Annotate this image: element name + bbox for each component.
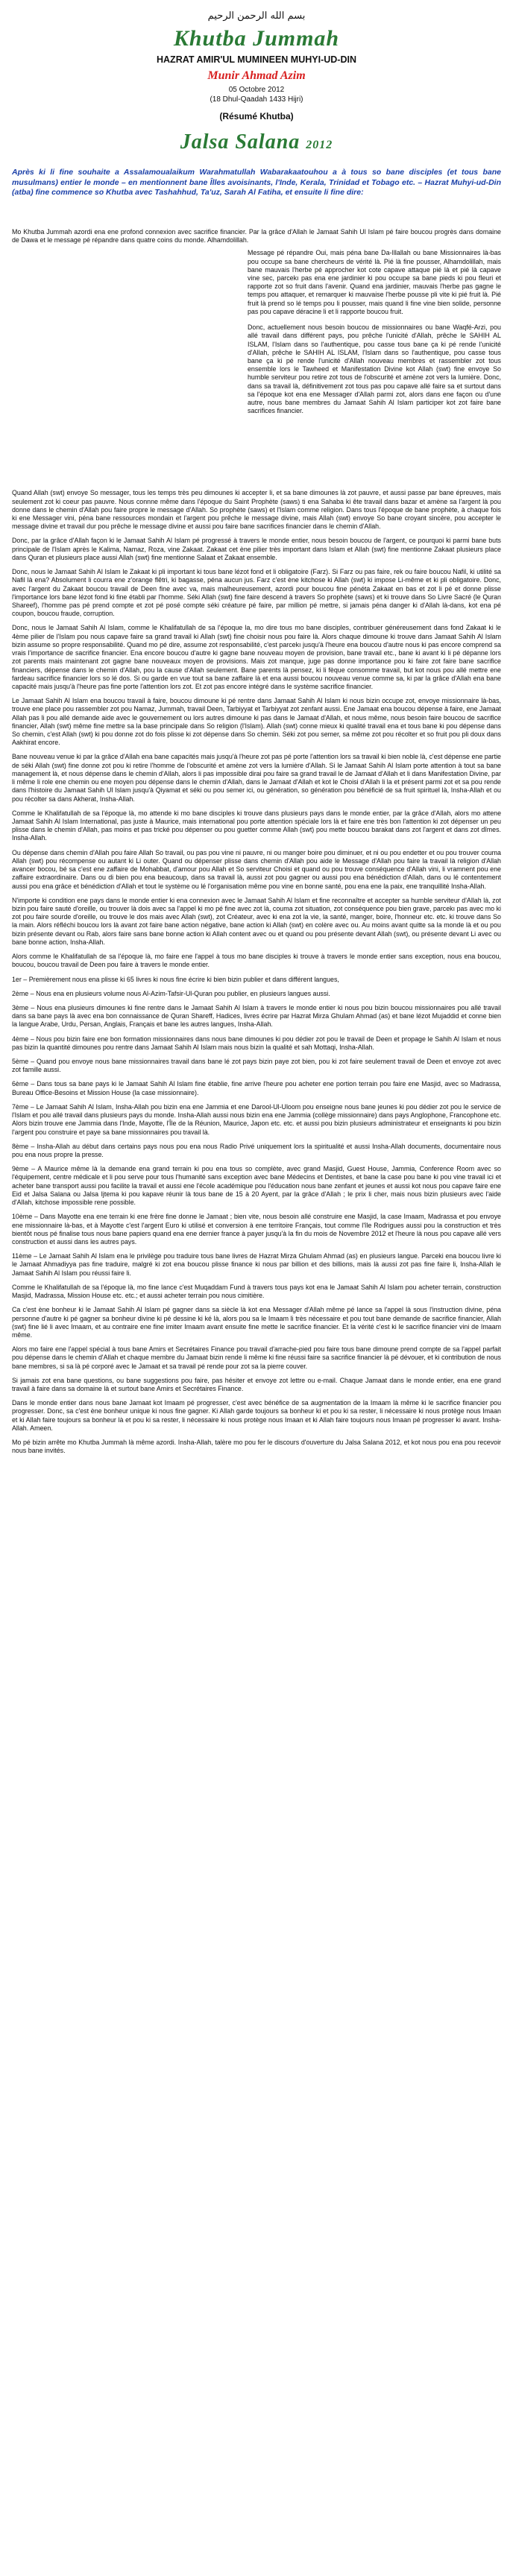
closing-paragraph-1: Comme le Khalifatullah de sa l'époque là, mo fine lance c'est Muqaddam Fund à travers tous pays kot ena le Jamaat Sahih Al Islam pou acheter terrain, construction Masjid, Madrassa, Mission House etc. etc.; et aussi acheter terrain pou nous cimitière.	[12, 1283, 501, 1300]
list-item: 8ème – Insha-Allah au début dans certains pays nous pou ena nous Radio Privé uniquement lors la spiritualité et aussi Insha-Allah documents, documentaire nous pou ena nous propre la presse.	[12, 1142, 501, 1159]
author-name: Munir Ahmad Azim	[207, 69, 306, 82]
list-item: 11ème – Le Jamaat Sahih Al Islam ena le privilège pou traduire tous bane livres de Hazrat Mirza Ghulam Ahmad (as) en plusieurs langue. Parceki ena boucou livre ki le Jamaat Ahmadiyya pas fine traduire, malgré ki zot ena boucou plisse finance ki nous par billion et des billions, mais là aussi zot pas fine faire li, Insha-Allah le Jamaat Sahih Al Islam pou réussi faire li.	[12, 1252, 501, 1277]
paragraph-5: Donc, nous le Jamaat Sahih Al Islam, comme le Khalifatullah de sa l'époque la, mo dire tous mo bane disciples, contribuer généreusement dans fond Zakaat ki le 4ème pilier de l'Islam pou nous capave faire sa grand travail ki Allah (swt) fine choisir nous pou faire là. Alors chaque dimoune ki trouve dans Jamaat Sahih Al Islam bizin assume so propre responsabilité. Quand mo pé dire, assume zot responsabilité, c'est parcekı jusqu'à l'heure ena boucou d'autre nous ki pas encore comprend sa vrais l'importance de sacrifice financier. Ena encore boucou d'autre ki gagne bane nouveau moyen de provision, bane travail etc., bane ki avant ki li pé dépanne lors zot parents mais maintenant zot gagne bane nouveaux moyen de provisions. Mais zot manque, juge pas donne importance pou ki faire zot faire bane sacrifice financiers, dépense dans le chemin d'Allah, pou la cause d'Allah seulement. Bane parents là pensez, ki li fèque consomme travail, but kot nous pou allé mettre ene fardeau sacrifice financier lors so lé dos. Si ou garde en vue tout sa bane zaffaire là et ena aussi boucou nouveau venue comme sa, ki par la grâce d'Allah ena bane capacité mais jusqu'à l'heure pas fine porte l'attention lors zot. Et zot pas encore intégré dans le système sacrifice financier.	[12, 624, 501, 690]
image-area	[12, 249, 237, 489]
date-hijri: (18 Dhul-Qaadah 1433 Hijri)	[210, 95, 303, 104]
list-item: 9ème – A Maurice même là la demande ena grand terrain ki pou ena tous so complète, avec grand Masjid, Guest House, Jammia, Conference Room avec so l'équipement, centre médicale et li pou serve pour tous l'humanité sans exception avec bane Médecins et Dentistes, et bane la case pou bane ki pou vine travail ici et acheter bane transport aussi pou facilite la travail et aussi ene l'école académique pou l'éducation nous bane zenfant et jeunes et aussi kot nous pou capave faire ene Eid et Jalsa Salana ou Jalsa Ijtema ki pou kapave réunir là tous bane de 15 à 20 Ayent, par la grâce d'Allah ; le prix li cher, mais nous bizin plusieurs avec l'aide d'Allah, kitchose impossible rene possible.	[12, 1165, 501, 1207]
closing-paragraph-5: Dans le monde entier dans nous bane Jamaat kot Imaam pé progresser, c'est avec bénéfice de sa augmentation de la Imaam là même ki le sacrifice financier pou progresser. Donc, sa c'est ène bonheur unique ki nous fine gagner. Ki Allah garde toujours sa bonheur ki et pou ki sa rester, li nécessaire ki nous protège nous Imaan et ki Allah faire toujours sa bonheur là et pou ki sa rester, li nécessaire ki nous protège nous Imaan et ki Allah faire toujours nous Imaan pé progresser ki avant. Insha-Allah. Ameen.	[12, 1399, 501, 1432]
bismillah-heading: بسم الله الرحمن الرحيم	[207, 10, 306, 22]
list-item: 7ème – Le Jamaat Sahih Al Islam, Insha-Allah pou bizin ena ene Jammia et ene Darool-Ul-Uloom pou enseigne nous bane jeunes ki pou dédier zot pou le service de l'Islam et pou allé travail dans plusieurs pays du monde. Insha-Allah aussi nous bizin ena ene Jammia (collège missionnaire) dans pays Anglophone, Francophone etc. Alors bizin trouve ene Jammia dans l'Inde, Mayotte, l'Île de la Réunion, Maurice, Japon etc. etc. et aussi pou bizin plusieurs administrateur et enseignants ki pou bizin l'argent pou construire et paye sa bane missionnaires pou travail là.	[12, 1102, 501, 1136]
list-item: 6ème – Dans tous sa bane pays ki le Jamaat Sahih Al Islam fine établie, fine arrive l'heure pou acheter ene portion terrain pou faire ene Masjid, avec so Madrassa, Bureau Office-Besoins et Mission House (la case missionnaire).	[12, 1080, 501, 1096]
paragraph-3: Donc, par la grâce d'Allah façon ki le Jamaat Sahih Al Islam pé progressé à travers le monde entier, nous besoin boucou de l'argent, ce pourquoi ki parmi bane buts principale de l'Islam après le Kalima, Namaz, Roza, vine Zakaat. Zakaat cet ène pilier très important dans Islam et Allah (swt) fine mentionne Zakaat plusieurs place dans Quran et plusieurs place aussi Allah (swt) fine mentionne Salaat et Zakaat ensemble.	[12, 537, 501, 561]
numbered-list	[12, 976, 501, 1278]
closing-paragraph-2: Ca c'est ène bonheur ki le Jamaat Sahih Al Islam pé gagner dans sa siècle là kot ena Messager d'Allah même pé lance sa l'appel là sous l'instruction divine, péna personne d'autre ki pé gagner sa bonheur divine ki pé dessine ki ké là, alors pou sa le Imaam li très nécessaire et pou tout bane demande de sacrifice financier, Allah (swt) fine lié li avec Imaam, et au contraire ene fine imiter Imaam avant ensuite fine mette le sacrifice financier. Et la vérité c'est ki le sacrifice financier vini de Imaam même.	[12, 1306, 501, 1339]
paragraph-9: Ou dépense dans chemin d'Allah pou faire Allah So travail, ou pas pou vine ni pauvre, ni ou manger boire pou diminuer, et ni ou pou endetter et ou pou trouver couma Allah (swt) pou récompense ou autant ki Li outer. Quand ou dépenser plisse dans chemin d'Allah pou aide le Message d'Allah pou faire la travail là religion d'Allah avancer bocou, bé sa c'est ene zaffaire de Mohabbat, d'amour pou Allah et So serviteur Choisi et quand ou pou trouve conséquence d'Allah vini, li vramnent pou ene zaffaire extraordinaire. Dans ou di bien pou ena beaucoup, dans sa travail là, aussi zot pou gagner ou aussi pou ena bénédiction d'Allah, dans ou lé contentement aussi pou ena grâce et bénédiction d'Allah et tout le système ou lé l'organisation même pou vine en bonne santé, pou ena ene la paix, ene tranquillité Insha-Allah.	[12, 848, 501, 890]
closing-paragraph-3: Alors mo faire ene l'appel spécial à tous bane Amirs et Secrétaires Finance pou travail d'arrache-pied pou faire tous bane dimoune prend compte de sa l'appel parfait pou dépense dans le chemin d'Allah et chaque membre du Jamaat bizin rende li même ki fine réussi faire sa sacrifice financier là pé dévouer, et ki contribution de nous bane membres, si sa là pé corporé avec le Jamaat et sa travail pé rende pour zot sa la pierre couver.	[12, 1345, 501, 1370]
image-text-block	[12, 249, 501, 489]
paragraph-4: Donc, nous le Jamaat Sahih Al Islam le Zakaat ki pli important ki tous bane lézot fond et li obligatoire (Farz). Si Farz ou pas faire, rek ou faire boucou Nafil, ki utilité sa Nafil là ena? Absolument li courra ene z'orange flêtri, ki bagasse, péna aucun jus. Farz c'est ène kitchose ki Allah (swt) ki impose Li-même et ki pli obligatoire. Donc, avec l'argent du Zakaat boucou travail de Deen fine avec va, mais malheureusement, azordi pour boucou fine pénéta Zakaat en bas et zot li pé et donne plisse l'importance lors bane lézot fond ki fine établi par l'homme. Séki Allah (swt) fine faire descend à travers So prophète (saws) et ki trouve dans So Livre Sacré (le Quran Shareef), l'homme pas pé prend compte et zot pé posé compte séki créature pé faire, par million pé mettre, si jamais péna danger ki d'Allah là-dans, kot ena pé coupon, boucou fraude, corruption.	[12, 568, 501, 618]
jalsa-title	[12, 130, 501, 154]
side-paragraph-2: Donc, actuellement nous besoin boucou de missionnaires ou bane Waqfé-Arzi, pou allé travail dans différent pays, pou prêche l'unicité d'Allah, prêche le SAHIH AL ISLAM, l'Islam dans so l'authentique, pou casse tous bane ça ki pé rende l'unicité d'Allah, prêche le SAHIH AL ISLAM, l'Islam dans so l'authentique, pou casse tous bane ça ki pé rende l'unicité d'Allah nouveau membres et rassembler zot tous ensemble lors le Tawheed et Manifestation Divine kot Allah (swt) fine envoye So humble serviteur pou retire zot tous de l'obscurité et amène zot vers la lumière. Donc, dans sa travail là, définitivement zot tous pas pou capave allé faire sa et surtout dans sa l'époque kot ena ene Messager d'Allah parmi zot, alors dans ene façon ou d'une autre, nous bane membres du Jamaat Sahih Al Islam participer kot zot faire bane sacrifices financier.	[248, 323, 501, 415]
side-paragraph-1: Message pé répandre Oui, mais péna bane Da-Illallah ou bane Missionnaires là-bas pou occupe sa bane chercheurs de vérité là. Pié là fine pousser, Alhamdolillah, mais bane mauvais l'herbe pé approcher kot cote capave attaque pié là et pié là capave vine sec, parcekı pas ena ene jardinier ki pou occupe sa bane pieds ki pou fleuri et rapporte zot so fruit dans l'avenir. Quand ena jardinier, mauvais l'herbe pas gagne le temps pou attaquer, et remarquer ki mauvaise l'herbe pousse pli vite ki pié fruit là. Pié fruit là prend so lé temps pou li pousser, mais quand li fine vine bien solide, personne pas pou capave déracine li et li rapporte boucou fruit.	[248, 249, 501, 315]
intro-paragraph: Après ki li fine souhaite a Assalamoualaikum Warahmatullah Wabarakaatouhou a à tous so bane disciples (et tous bane musulmans) entier le monde – en mentionnent bane Îlles avoisinants, l'Inde, Kerala, Trinidad et Tobago etc. – Hazrat Muhyi-ud-Din (atba) fine commence so Khutba avec Tashahhud, Ta'uz, Sarah Al Fatiha, et ensuite li fine dire:	[12, 168, 501, 198]
list-item: 5ème – Quand pou envoye nous bane missionnaires travail dans bane lé zot pays bizin paye zot bien, pou ki zot faire seulement travail de Deen et envoye zot avec zot famille aussi.	[12, 1058, 501, 1074]
list-item: 10ème – Dans Mayotte ena ene terrain ki ene frère fine donne le Jamaat ; bien vite, nous besoin allé construire ene Masjid, la case Imaam, Madrassa et pou envoye ene missionnaire là-bas, et à Mayotte c'est l'argent Euro ki utilisé et conversion à ene territoire Français, tout comme l'île Rodrigues aussi pou la construction et très bientôt nous pé finalise tous nous bane papiers quand ena ene dernier france à payer jusqu'à la fin du mois de Novembre 2012 et l'heure là nous pou capave allé vers construction et aussi dans les autres pays.	[12, 1213, 501, 1246]
khalifa-name: HAZRAT AMIR'UL MUMINEEN MUHYI-UD-DIN	[157, 54, 356, 65]
jalsa-title-text: Jalsa Salana	[180, 130, 300, 154]
paragraph-6: Le Jamaat Sahih Al Islam ena boucou travail à faire, boucou dimoune ki pé rentre dans Jamaat Sahih Al Islam ki nous bizin occupe zot, envoye missionnaire là-bas, trouve ene place pou rassembler zot pou Namaz, Jummah, travail Deen, Tarbiyyat et Tarbiyyat zot zenfant aussi. Ene Jamaat ena boucou dépense à faire, ene Jamaat Allah pas li pou allé demande aide avec le gouvernement ou lors autres dimoune ki pas dans le Jamaat d'Allah, et nous même, nous besoin faire boucou de sacrifice financier, Allah (swt) même fine mettre sa la base principale dans So religion (l'Islam). Allah (swt) conne mieux ki qualité travail ena et tous bane ki pou dépense dans So chemin, c'est Allah (swt) ki pou donne zot do fois plisse ki zot dépense dans So chemin. Séki zot pou semer, sa même zot pou récolter et so fruit pou pli doux dans Aakhirat encore.	[12, 697, 501, 747]
date-gregorian: 05 Octobre 2012	[228, 86, 285, 94]
jalsa-year: 2012	[306, 139, 333, 151]
list-item: 2ème – Nous ena en plusieurs volume nous Al-Azim-Tafsir-Ul-Quran pou publier, en plusieurs langues aussi.	[12, 989, 330, 997]
closing-paragraph-4: Si jamais zot ena bane questions, ou bane suggestions pou faire, pas hésiter et envoye zot lettre ou e-mail. Chaque Jamaat dans le monde entier, ena ene grand travail à faire dans sa domaine là et surtout bane Amirs et Secrétaires Finance.	[12, 1376, 501, 1393]
paragraph-10: N'importe ki condition ene pays dans le monde entier ki ena connexion avec le Jamaat Sahih Al Islam et fine reconnaître et accepter sa humble serviteur d'Allah là, zot bizin pou faire sauté d'oreille, ou trouver là dois avec sa l'appel ki mo pé fine avec zot là, couma zot situation, zot conséquence pou bien grave, parcekı pas avec mo ki zot pou faire sourde d'oreille, ou trouve le dos mais avec Allah (swt), zot Créateur, avec ki ena zot la vie, la santé, manger, boire, l'honneur etc. etc. ki trouve dans So la main. Alors réfléchi boucou lors là avant zot faire bane action négative, bane action ki Allah (swt) en colère avec ou. Au moins avant quitte sa la monde là et ou pou bizin présente devant ou Rab, alors faire sans bane bonne action ki Allah content avec ou et quand ou pou présente devant Allah (swt), ou présente devant Li avec ou bane bonne action, Insha-Allah.	[12, 896, 501, 946]
list-item: 4ème – Nous pou bizin faire ene bon formation missionnaires dans nous bane dimounes ki pou dédier zot pou le travail de Deen et propage le Sahih Al Islam et nous pas bizin la quantité dimounes pou rentre dans Jamaat Sahih Al Islam mais nous bizin la qualité et sah Mottaqi, Insha-Allah.	[12, 1035, 501, 1051]
summary-label: (Résumé Khutba)	[219, 111, 294, 121]
paragraph-1: Mo Khutba Jummah azordi ena ene profond connexion avec sacrifice financier. Par la grâce d'Allah le Jamaat Sahih Ul Islam pé faire boucou progrès dans domaine de Dawa et le message pé répandre dans quatre coins du monde. Alhamdolillah.	[12, 227, 501, 244]
paragraph-11: Alors comme le Khalifatullah de sa l'époque là, mo faire ene l'appel à tous mo bane disciples ki trouve à travers le monde entier sans exception, nous ena boucou, boucou, boucou travail de Deen pou faire à travers le monde entier.	[12, 953, 501, 969]
closing-paragraph-6: Mo pé bizin arrête mo Khutba Jummah là même azordi. Insha-Allah, talère mo pou fer le discours d'ouverture du Jalsa Salana 2012, et kot nous pou ena pou recevoir nous bane invités.	[12, 1439, 501, 1455]
list-item: 1er – Premièrement nous ena plisse ki 65 livres ki nous fine écrire ki bien bizin publier et dans différent langues,	[12, 975, 339, 983]
side-column	[248, 249, 501, 423]
paragraph-2: Quand Allah (swt) envoye So messager, tous les temps très peu dimounes ki accepter li, et sa bane dimounes là zot pauvre, et aussi passe par bane épreuves, mais seulement zot ki coeur pas pauvre. Nous connne même dans l'époque du Saint Prophète (saws) ti ena Sahaba ki ête travail dans bazar et amène sa l'argent là pou donne dans le chemin d'Allah pou faire propre le message d'Allah. So prophète (saws) et l'Islam comme religion. Dans tous l'époque de bane prophète, à chaque fois ki ene Messager vini, péna bane ressources mondain et l'argent pou prêche le message divine, mais Allah (swt) envoye So bane croyant sincère, pou accepter le message divine et travail dur pou prêche le message divine et aussi pou faire bane sacrifices financier dans le chemin d'Allah.	[12, 489, 501, 531]
paragraph-7: Bane nouveau venue ki par la grâce d'Allah ena bane capacités mais jusqu'à l'heure zot pas pé porte l'attention lors sa travail ki bien noble là, c'est dépense ene partie de séki Allah (swt) fine donne zot pou ki retire l'homme de l'obscurité et amène zot vers la lumière d'Allah. Si le Jamaat Sahih Al Islam porte attention à tout sa bane management là, et nous dépense dans le chemin d'Allah, alors li pas impossible dirai pou faire sa grand travail le de Jamaat d'Allah et li dans Manifestation Divine, par li même li role ene chemin ou ene moyen pou dépense dans le chemin d'Allah, dans le Jamaat d'Allah et kot le Choisi d'Allah li la et présent parmi zot et sa pou rende dans l'histoire du Jamaat Sahih Ul Islam jusqu'à Qiyamat et séki ou pou semer ici, ou génération, so génération pou bénéficié de sa fruit spirituel là, Insha-Allah et ou pou récolter sa dans Akherat, Insha-Allah.	[12, 753, 501, 803]
paragraph-8: Comme le Khalifatullah de sa l'époque là, mo attende ki mo bane disciples ki trouve dans plusieurs pays dans le monde entier, par la grâce d'Allah, alors mo attene Jamaat Sahih Al Islam International, pas juste à Maurice, mais international pou porte attention spéciale lors là et faire ene très bon l'attention ki zot dépenser un peu plisse dans le chemin d'Allah, pas moins et pas trické pou dépenser ou pou guetter comme Allah (swt) pou mette boucou barakat dans zot l'argent et dans zot dîmes. Insha-Allah.	[12, 809, 501, 842]
list-item: 3ème – Nous ena plusieurs dimounes ki fine rentre dans le Jamaat Sahih Al Islam à travers le monde entier ki nous pou bizin boucou missionnaires pou allé travail dans sa bane pays là avec ena bon connaissance de Quran Shareff, Hadices, livres écrire par Hazrat Mirza Ghulam Ahmad (as) et bane lézot Mujaddid et conne bien la langue Arabe, Urdu, Persan, Anglais, Français et bane les autres langues, Insha-Allah.	[12, 1003, 501, 1029]
khutba-title: Khutba Jummah	[173, 26, 340, 51]
